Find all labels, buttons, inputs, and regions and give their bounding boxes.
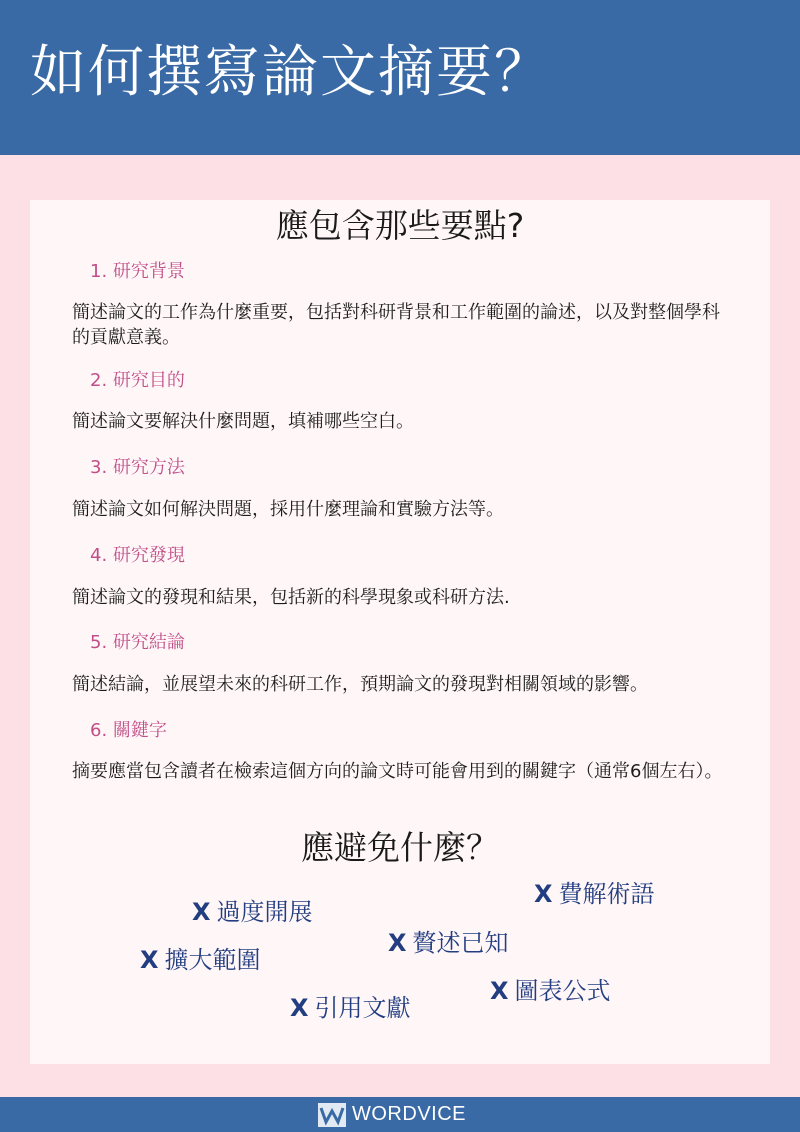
wordvice-logo-icon [318, 1103, 346, 1127]
page-title: 如何撰寫論文摘要？ [30, 40, 552, 105]
item-heading-background: 1. 研究背景 [90, 261, 185, 282]
item-body-keywords: 摘要應當包含讀者在檢索這個方向的論文時可能會用到的關鍵字（通常6個左右）。 [72, 761, 723, 782]
avoid-item-redundant [388, 923, 509, 958]
avoid-item-label: 擴大範圍 [164, 946, 261, 974]
item-heading-keywords: 6. 關鍵字 [90, 720, 167, 741]
x-mark-icon: X [490, 977, 509, 1005]
x-mark-icon: X [388, 929, 407, 957]
item-body-method: 簡述論文如何解決問題，採用什麼理論和實驗方法等。 [72, 499, 504, 520]
x-mark-icon: X [140, 946, 159, 974]
item-heading-findings: 4. 研究發現 [90, 545, 185, 566]
brand [318, 1101, 466, 1128]
avoid-item-label: 圖表公式 [514, 977, 611, 1005]
x-mark-icon: X [290, 994, 309, 1022]
header-banner [0, 0, 800, 155]
avoid-item-figures [490, 971, 611, 1006]
avoid-item-jargon [534, 874, 655, 909]
x-mark-icon: X [534, 880, 553, 908]
brand-name: WORDVICE [352, 1103, 466, 1125]
item-body-background: 簡述論文的工作為什麼重要，包括對科研背景和工作範圍的論述，以及對整個學科的貢獻意義。 [72, 302, 720, 348]
item-body-conclusion: 簡述結論，並展望未來的科研工作，預期論文的發現對相關領域的影響。 [72, 674, 648, 695]
item-heading-method: 3. 研究方法 [90, 457, 185, 478]
avoid-item-label: 贅述已知 [412, 929, 509, 957]
include-section-title: 應包含那些要點? [275, 206, 525, 245]
avoid-item-label: 費解術語 [558, 880, 655, 908]
footer-bar [0, 1097, 800, 1132]
avoid-item-label: 引用文獻 [314, 994, 411, 1022]
avoid-item-scope [140, 940, 261, 975]
item-heading-purpose: 2. 研究目的 [90, 370, 185, 391]
avoid-item-overexpansion [192, 892, 313, 927]
item-body-purpose: 簡述論文要解決什麼問題，填補哪些空白。 [72, 411, 414, 432]
content-card [30, 200, 770, 1064]
item-body-findings: 簡述論文的發現和結果，包括新的科學現象或科研方法. [72, 587, 510, 608]
x-mark-icon: X [192, 898, 211, 926]
item-heading-conclusion: 5. 研究結論 [90, 632, 185, 653]
avoid-section-title: 應避免什麼？ [301, 828, 499, 867]
avoid-item-citations [290, 988, 411, 1023]
avoid-item-label: 過度開展 [216, 898, 313, 926]
